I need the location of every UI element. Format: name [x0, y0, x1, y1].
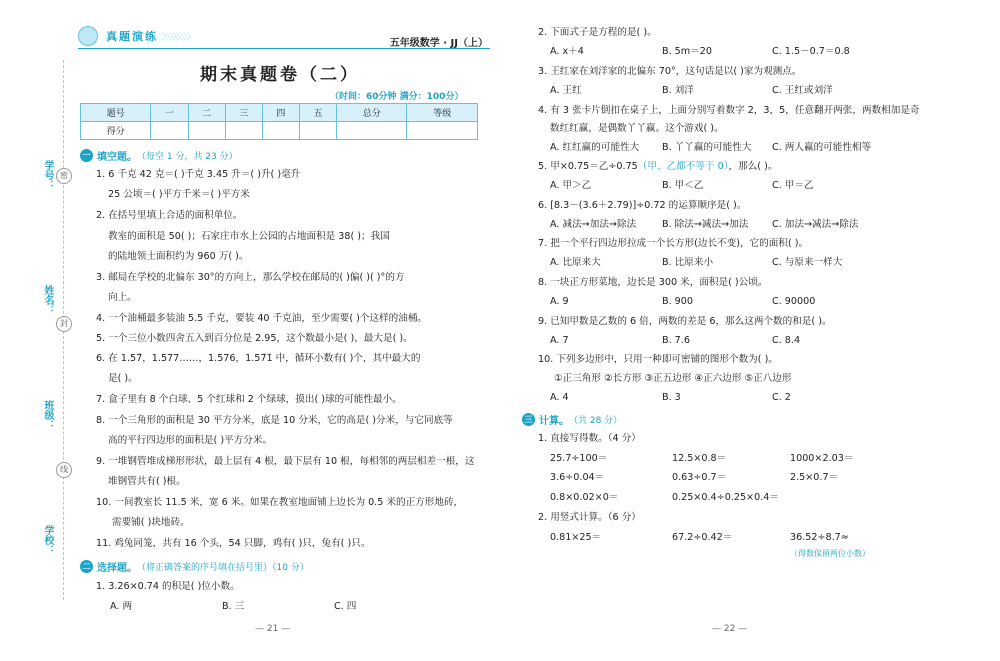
question-6a: 6. 在 1.57̇，1.577……，1.576，1.57̇1̇ 中，循环小数有( )个，其中最大的	[96, 353, 421, 364]
section-fill-in	[80, 148, 238, 163]
choice-5-option-a: A. 甲＞乙	[550, 180, 592, 191]
choice-2: 2. 下面式子是方程的是( )。	[538, 27, 657, 38]
calc-1-item: 3.6÷0.04＝	[550, 472, 605, 483]
choice-7-option-c: C. 与原来一样大	[772, 257, 843, 268]
section-number-badge: 三	[522, 413, 535, 426]
question-3a: 3. 邮局在学校的北偏东 30°的方向上，那么学校在邮局的( )偏( )( )°的方	[96, 272, 405, 283]
choice-6-option-b: B. 除法→减法→加法	[662, 219, 749, 230]
score-table-row	[81, 122, 478, 140]
score-cell[interactable]	[225, 122, 262, 140]
calc-1-item: 12.5×0.8＝	[672, 453, 727, 464]
calc-1-item: 1000×2.03＝	[790, 453, 854, 464]
calc-1-item: 0.25×0.4÷0.25×0.4＝	[672, 492, 779, 503]
choice-6: 6. [8.3－(3.6＋2.79)]÷0.72 的运算顺序是( )。	[538, 200, 747, 211]
score-head-cell: 四	[262, 104, 299, 122]
choice-4-option-b: B. 丫丫赢的可能性大	[662, 142, 752, 153]
section-note: （共 28 分）	[569, 416, 623, 426]
question-8b: 高的平行四边形的面积是( )平方分米。	[108, 435, 273, 446]
choice-8-option-a: A. 9	[550, 296, 569, 307]
section-title: 填空题。	[97, 152, 137, 163]
choice-10-option-b: B. 3	[662, 392, 681, 403]
choice-8-option-b: B. 900	[662, 296, 693, 307]
page-number: — 22 —	[712, 624, 748, 634]
header-rule	[78, 48, 490, 49]
question-1b: 25 公顷＝( )平方千米＝( )平方米	[108, 189, 250, 200]
question-1a: 1. 6 千克 42 克＝( )千克 3.45 升＝( )升( )毫升	[96, 169, 301, 180]
score-head-cell: 总分	[337, 104, 407, 122]
calc-1-title: 1. 直接写得数。（4 分）	[538, 433, 641, 444]
choice-1-option-c: C. 四	[334, 601, 357, 612]
score-cell[interactable]	[262, 122, 299, 140]
seal-mi: 密	[56, 168, 72, 184]
section-note: （将正确答案的序号填在括号里）（10 分）	[137, 563, 309, 573]
calc-1-item: 2.5×0.7＝	[790, 472, 839, 483]
binding-label-name: 姓名：	[42, 285, 53, 315]
grade-label: 五年级数学 · JJ（上）	[389, 38, 488, 49]
score-cell[interactable]	[407, 122, 478, 140]
choice-5-stem: 5. 甲×0.75＝乙÷0.75	[538, 161, 638, 172]
question-8a: 8. 一个三角形的面积是 30 平方分米，底是 10 分米，它的高是( )分米，与它同底等	[96, 415, 453, 426]
choice-2-option-a: A. x＋4	[550, 46, 584, 57]
calc-1-item: 25.7÷100＝	[550, 453, 608, 464]
section-title: 计算。	[539, 416, 569, 427]
choice-4-option-c: C. 两人赢的可能性相等	[772, 142, 872, 153]
choice-10-option-a: A. 4	[550, 392, 569, 403]
choice-5	[538, 160, 777, 173]
choice-10-shapes: ①正三角形 ②长方形 ③正五边形 ④正六边形 ⑤正八边形	[554, 373, 792, 384]
score-head-cell: 二	[188, 104, 225, 122]
header-arrows-icon: 〉〉〉〉〉〉〉〉	[162, 32, 195, 43]
question-9a: 9. 一堆钢管堆成梯形形状，最上层有 4 根，最下层有 10 根，每相邻的两层相差一根，这	[96, 456, 475, 467]
choice-5-option-b: B. 甲＜乙	[662, 180, 704, 191]
question-2a: 教室的面积是 50( )；石家庄市水上公园的占地面积是 38( )；我国	[108, 231, 390, 242]
section-calculation	[522, 412, 622, 427]
choice-3-option-b: B. 刘洋	[662, 85, 694, 96]
choice-4b: 数红红赢，是偶数丫丫赢。这个游戏( )。	[550, 123, 724, 134]
choice-5-note: （甲、乙都不等于 0）	[637, 161, 729, 172]
choice-2-option-c: C. 1.5－0.7＝0.8	[772, 46, 850, 57]
binding-label-school: 学校：	[42, 525, 53, 555]
choice-9-option-a: A. 7	[550, 335, 569, 346]
question-6b: 是( )。	[108, 373, 138, 384]
score-head-cell: 一	[151, 104, 188, 122]
score-cell[interactable]	[188, 122, 225, 140]
right-page	[500, 0, 1000, 661]
choice-10-option-c: C. 2	[772, 392, 791, 403]
seal-xian: 线	[56, 462, 72, 478]
calc-2-item: 67.2÷0.42＝	[672, 532, 733, 543]
choice-4a: 4. 有 3 张卡片倒扣在桌子上，上面分别写着数字 2，3，5，任意翻开两张，两数相加是奇	[538, 105, 920, 116]
calc-1-item: 0.8×0.02×0＝	[550, 492, 619, 503]
choice-9-option-b: B. 7.6	[662, 335, 690, 346]
question-10a: 10. 一间教室长 11.5 米，宽 6 米。如果在教室地面铺上边长为 0.5 米的正方形地砖，	[96, 497, 464, 508]
calc-2-item: 36.52÷8.7≈	[790, 532, 849, 543]
choice-1-option-a: A. 两	[110, 601, 133, 612]
score-head-cell: 题号	[81, 104, 151, 122]
question-4: 4. 一个油桶最多装油 5.5 千克，要装 40 千克油，至少需要( )个这样的油桶。	[96, 313, 428, 324]
question-2: 2. 在括号里填上合适的面积单位。	[96, 210, 243, 221]
choice-5-option-c: C. 甲＝乙	[772, 180, 814, 191]
question-7: 7. 盒子里有 8 个白球、5 个红球和 2 个绿球，摸出( )球的可能性最小。	[96, 394, 402, 405]
choice-6-option-c: C. 加法→减法→除法	[772, 219, 859, 230]
choice-1-option-b: B. 三	[222, 601, 245, 612]
choice-9-option-c: C. 8.4	[772, 335, 801, 346]
seal-feng: 封	[56, 316, 72, 332]
score-cell[interactable]	[299, 122, 336, 140]
choice-3-option-a: A. 王红	[550, 85, 582, 96]
choice-3-option-c: C. 王红或刘洋	[772, 85, 833, 96]
choice-8: 8. 一块正方形菜地，边长是 300 米，面积是( )公顷。	[538, 277, 768, 288]
calc-2-item: 0.81×25＝	[550, 532, 602, 543]
choice-5-tail: ，那么( )。	[728, 161, 778, 172]
choice-2-option-b: B. 5m＝20	[662, 46, 712, 57]
score-row-label: 得分	[81, 122, 151, 140]
choice-9: 9. 已知甲数是乙数的 6 倍，两数的差是 6，那么这两个数的和是( )。	[538, 316, 832, 327]
logo-icon	[78, 26, 98, 46]
choice-3: 3. 王红家在刘洋家的北偏东 70°，这句话是以( )家为观测点。	[538, 66, 802, 77]
binding-label-student-id: 学号：	[42, 160, 53, 190]
choice-1: 1. 3.26×0.74 的积是( )位小数。	[96, 581, 240, 592]
score-head-cell: 三	[225, 104, 262, 122]
header-badge	[78, 27, 195, 45]
choice-7: 7. 把一个平行四边形拉成一个长方形(边长不变)，它的面积( )。	[538, 238, 809, 249]
question-10b: 需要铺( )块地砖。	[112, 517, 190, 528]
score-cell[interactable]	[337, 122, 407, 140]
score-cell[interactable]	[151, 122, 188, 140]
choice-10: 10. 下列多边形中，只用一种即可密铺的图形个数为( )。	[538, 354, 778, 365]
question-3b: 向上。	[108, 292, 137, 303]
section-note: （每空 1 分，共 23 分）	[137, 152, 238, 162]
choice-7-option-a: A. 比原来大	[550, 257, 601, 268]
calc-1-item: 0.63÷0.7＝	[672, 472, 727, 483]
choice-4-option-a: A. 红红赢的可能性大	[550, 142, 640, 153]
score-table	[80, 103, 478, 140]
question-9b: 堆钢管共有( )根。	[108, 476, 186, 487]
choice-6-option-a: A. 减法→加法→除法	[550, 219, 637, 230]
score-head-cell: 等级	[407, 104, 478, 122]
choice-7-option-b: B. 比原来小	[662, 257, 714, 268]
score-head-cell: 五	[299, 104, 336, 122]
exam-time-score: （时间：60分钟 满分：100分）	[330, 92, 464, 102]
score-table-header	[81, 104, 478, 122]
question-5: 5. 一个三位小数四舍五入到百分位是 2.95，这个数最小是( )，最大是( )。	[96, 333, 413, 344]
section-title: 选择题。	[97, 563, 137, 574]
binding-label-class: 班级：	[42, 400, 53, 430]
question-11: 11. 鸡兔同笼，共有 16 个头，54 只脚，鸡有( )只，兔有( )只。	[96, 538, 371, 549]
page-number: — 21 —	[255, 624, 291, 634]
calc-2-title: 2. 用竖式计算。（6 分）	[538, 512, 641, 523]
section-number-badge: 二	[80, 560, 93, 573]
section-number-badge: 一	[80, 149, 93, 162]
question-2b: 的陆地领土面积约为 960 万( )。	[108, 251, 249, 262]
calc-2-rounding-note: （得数保留两位小数）	[790, 549, 870, 558]
section-choice	[80, 559, 309, 574]
header-title: 真题演练	[106, 30, 158, 43]
choice-8-option-c: C. 90000	[772, 296, 816, 307]
exam-title: 期末真题卷（二）	[200, 65, 360, 85]
